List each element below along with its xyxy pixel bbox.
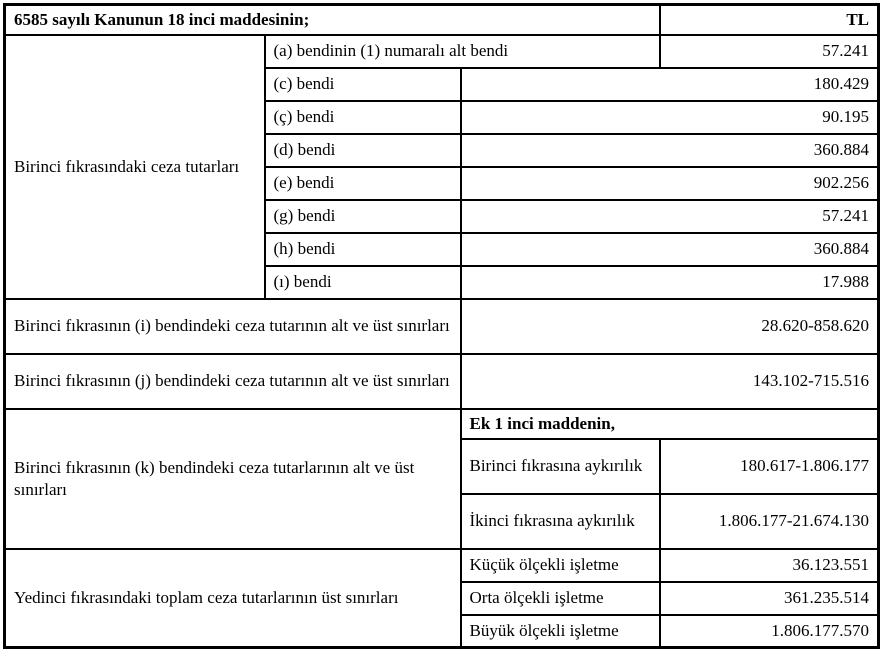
row-h-label-cell: (h) bendi: [265, 233, 461, 266]
row-j-label-cell: Birinci fıkrasının (j) bendindeki ceza tutarının alt ve üst sınırları: [5, 354, 461, 409]
row-e-label-cell: (e) bendi: [265, 167, 461, 200]
row-d-value-cell: 360.884: [461, 134, 879, 167]
header-currency-cell: TL: [660, 5, 879, 35]
row-c-label-cell: (c) bendi: [265, 68, 461, 101]
row-ii-label-cell: (ı) bendi: [265, 266, 461, 299]
first-para-label-cell: Birinci fıkrasındaki ceza tutarları: [5, 35, 265, 299]
penalty-amounts-table: [3, 3, 880, 649]
row-e-value-cell: 902.256: [461, 167, 879, 200]
row-g-value-cell: 57.241: [461, 200, 879, 233]
row-h-value-cell: 360.884: [461, 233, 879, 266]
row-ii-value-cell: 17.988: [461, 266, 879, 299]
small-scale-label-cell: Küçük ölçekli işletme: [461, 549, 660, 582]
ek1-row1-value-cell: 180.617-1.806.177: [660, 439, 879, 494]
table-header-row: [5, 5, 879, 35]
table-row: [5, 549, 879, 582]
ek1-subheader-cell: Ek 1 inci maddenin,: [461, 409, 879, 439]
large-scale-value-cell: 1.806.177.570: [660, 615, 879, 648]
row-d-label-cell: (d) bendi: [265, 134, 461, 167]
ek1-row2-value-cell: 1.806.177-21.674.130: [660, 494, 879, 549]
seventh-para-label-cell: Yedinci fıkrasındaki toplam ceza tutarlarının üst sınırları: [5, 549, 461, 648]
ek1-row1-label-cell: Birinci fıkrasına aykırılık: [461, 439, 660, 494]
row-cc-value-cell: 90.195: [461, 101, 879, 134]
row-cc-label-cell: (ç) bendi: [265, 101, 461, 134]
medium-scale-label-cell: Orta ölçekli işletme: [461, 582, 660, 615]
medium-scale-value-cell: 361.235.514: [660, 582, 879, 615]
table-row: [5, 354, 879, 409]
table-row: [5, 35, 879, 68]
table-row: [5, 299, 879, 354]
large-scale-label-cell: Büyük ölçekli işletme: [461, 615, 660, 648]
row-a-value-cell: 57.241: [660, 35, 879, 68]
row-i-label-cell: Birinci fıkrasının (i) bendindeki ceza tutarının alt ve üst sınırları: [5, 299, 461, 354]
row-a-label-cell: (a) bendinin (1) numaralı alt bendi: [265, 35, 660, 68]
row-k-label-cell: Birinci fıkrasının (k) bendindeki ceza tutarlarının alt ve üst sınırları: [5, 409, 461, 549]
row-i-value-cell: 28.620-858.620: [461, 299, 879, 354]
row-j-value-cell: 143.102-715.516: [461, 354, 879, 409]
table-row: [5, 409, 879, 439]
header-title-cell: 6585 sayılı Kanunun 18 inci maddesinin;: [5, 5, 660, 35]
small-scale-value-cell: 36.123.551: [660, 549, 879, 582]
row-c-value-cell: 180.429: [461, 68, 879, 101]
row-g-label-cell: (g) bendi: [265, 200, 461, 233]
ek1-row2-label-cell: İkinci fıkrasına aykırılık: [461, 494, 660, 549]
